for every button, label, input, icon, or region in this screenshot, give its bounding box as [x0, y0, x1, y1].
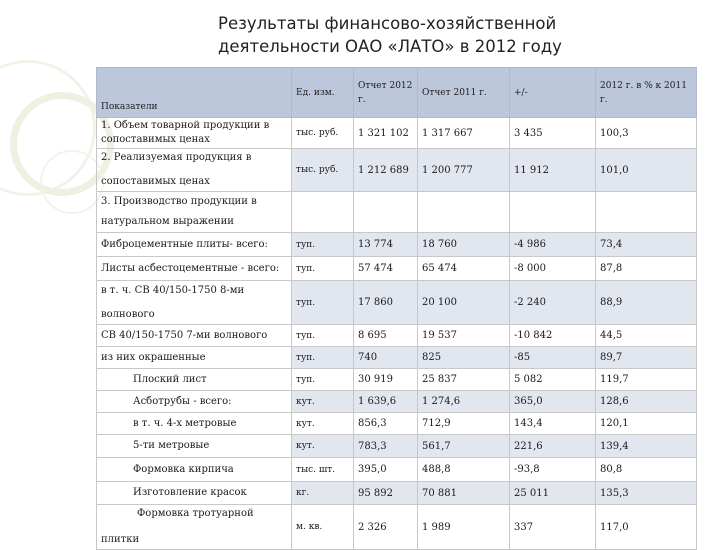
results-table: [96, 67, 697, 550]
row-2012: 13 774: [354, 233, 418, 257]
title-line-2: деятельности ОАО «ЛАТО» в 2012 году: [218, 37, 562, 56]
table-row: [97, 281, 697, 325]
row-percent: 120,1: [596, 413, 697, 435]
table-row: [97, 505, 697, 550]
row-indicator: [97, 281, 292, 325]
row-2011: [418, 192, 510, 233]
row-percent: 44,5: [596, 325, 697, 347]
row-indicator: Листы асбестоцементные - всего:: [97, 257, 292, 281]
table-row: [97, 482, 697, 505]
row-2012: 783,3: [354, 435, 418, 458]
row-percent: 135,3: [596, 482, 697, 505]
row-percent: 101,0: [596, 149, 697, 192]
row-unit: кут.: [292, 413, 354, 435]
row-indicator: [97, 149, 292, 192]
row-percent: 89,7: [596, 347, 697, 369]
row-indicator: из них окрашенные: [97, 347, 292, 369]
row-unit: м. кв.: [292, 505, 354, 550]
row-2012: 856,3: [354, 413, 418, 435]
row-diff: -85: [510, 347, 596, 369]
row-2011: 1 200 777: [418, 149, 510, 192]
row-indicator: Формовка кирпича: [97, 458, 292, 482]
row-indicator: Плоский лист: [97, 369, 292, 391]
table-row: [97, 233, 697, 257]
row-diff: 3 435: [510, 118, 596, 149]
row-2012: 1 321 102: [354, 118, 418, 149]
row-percent: 80,8: [596, 458, 697, 482]
row-unit: туп.: [292, 281, 354, 325]
row-unit: тыс. руб.: [292, 118, 354, 149]
row-2012: 30 919: [354, 369, 418, 391]
row-indicator: в т. ч. 4-х метровые: [97, 413, 292, 435]
row-diff: -4 986: [510, 233, 596, 257]
row-2011: 20 100: [418, 281, 510, 325]
header-report-2011: Отчет 2011 г.: [418, 68, 510, 118]
row-indicator: Изготовление красок: [97, 482, 292, 505]
header-unit: Ед. изм.: [292, 68, 354, 118]
row-2011: 1 274,6: [418, 391, 510, 413]
row-diff: 25 011: [510, 482, 596, 505]
row-percent: 87,8: [596, 257, 697, 281]
row-indicator-line-2: плитки: [101, 534, 140, 545]
row-2011: 19 537: [418, 325, 510, 347]
row-diff: -93,8: [510, 458, 596, 482]
row-indicator: 3. Производство продукции в натуральном выражении: [97, 192, 292, 233]
row-2011: 1 989: [418, 505, 510, 550]
header-report-2012: Отчет 2012 г.: [354, 68, 418, 118]
row-percent: 139,4: [596, 435, 697, 458]
table-row: [97, 257, 697, 281]
table-row: [97, 369, 697, 391]
table-row: [97, 192, 697, 233]
row-2012: [354, 192, 418, 233]
header-row: [97, 68, 697, 118]
table-row: [97, 325, 697, 347]
header-percent: 2012 г. в % к 2011 г.: [596, 68, 697, 118]
row-percent: 88,9: [596, 281, 697, 325]
row-2012: 1 212 689: [354, 149, 418, 192]
row-unit: туп.: [292, 233, 354, 257]
row-indicator-line-2: волнового: [101, 308, 155, 320]
row-percent: 128,6: [596, 391, 697, 413]
row-unit: кут.: [292, 391, 354, 413]
row-unit: туп.: [292, 257, 354, 281]
row-percent: [596, 192, 697, 233]
decorative-ring-small: [40, 150, 104, 214]
table-row: [97, 458, 697, 482]
row-2011: 18 760: [418, 233, 510, 257]
table-row: [97, 347, 697, 369]
row-diff: 337: [510, 505, 596, 550]
row-diff: 11 912: [510, 149, 596, 192]
row-2012: 57 474: [354, 257, 418, 281]
row-unit: туп.: [292, 347, 354, 369]
row-2012: 395,0: [354, 458, 418, 482]
row-indicator: [97, 505, 292, 550]
row-percent: 119,7: [596, 369, 697, 391]
row-2012: 740: [354, 347, 418, 369]
row-diff: -2 240: [510, 281, 596, 325]
header-indicator: Показатели: [97, 68, 292, 118]
row-indicator: 1. Объем товарной продукции в сопоставимых ценах: [97, 118, 292, 149]
row-percent: 117,0: [596, 505, 697, 550]
header-diff: +/-: [510, 68, 596, 118]
row-diff: -8 000: [510, 257, 596, 281]
table-row: [97, 391, 697, 413]
row-indicator: Фиброцементные плиты- всего:: [97, 233, 292, 257]
row-2012: 8 695: [354, 325, 418, 347]
title-line-1: Результаты финансово-хозяйственной: [218, 14, 557, 33]
row-diff: 5 082: [510, 369, 596, 391]
slide-title: [218, 12, 698, 58]
row-2011: 488,8: [418, 458, 510, 482]
row-diff: -10 842: [510, 325, 596, 347]
table-row: [97, 118, 697, 149]
row-unit: тыс. шт.: [292, 458, 354, 482]
row-unit: [292, 192, 354, 233]
row-indicator-line-2: сопоставимых ценах: [101, 176, 210, 187]
row-indicator-line-1: 2. Реализуемая продукция в: [101, 152, 252, 163]
row-indicator: Асботрубы - всего:: [97, 391, 292, 413]
row-2011: 70 881: [418, 482, 510, 505]
row-diff: [510, 192, 596, 233]
row-indicator-line-1: Формовка тротуарной: [137, 508, 254, 519]
row-unit: туп.: [292, 325, 354, 347]
row-indicator-line-1: в т. ч. СВ 40/150-1750 8-ми: [101, 284, 245, 296]
row-unit: тыс. руб.: [292, 149, 354, 192]
row-diff: 143,4: [510, 413, 596, 435]
row-diff: 221,6: [510, 435, 596, 458]
row-diff: 365,0: [510, 391, 596, 413]
table-row: [97, 435, 697, 458]
row-2012: 1 639,6: [354, 391, 418, 413]
row-2011: 25 837: [418, 369, 510, 391]
row-indicator: СВ 40/150-1750 7-ми волнового: [97, 325, 292, 347]
row-2011: 825: [418, 347, 510, 369]
row-unit: кг.: [292, 482, 354, 505]
row-2011: 65 474: [418, 257, 510, 281]
row-percent: 73,4: [596, 233, 697, 257]
row-2012: 17 860: [354, 281, 418, 325]
row-2011: 712,9: [418, 413, 510, 435]
row-percent: 100,3: [596, 118, 697, 149]
table-row: [97, 149, 697, 192]
table-row: [97, 413, 697, 435]
row-unit: кут.: [292, 435, 354, 458]
row-unit: туп.: [292, 369, 354, 391]
row-2012: 2 326: [354, 505, 418, 550]
row-2012: 95 892: [354, 482, 418, 505]
row-indicator: 5-ти метровые: [97, 435, 292, 458]
row-2011: 1 317 667: [418, 118, 510, 149]
row-2011: 561,7: [418, 435, 510, 458]
